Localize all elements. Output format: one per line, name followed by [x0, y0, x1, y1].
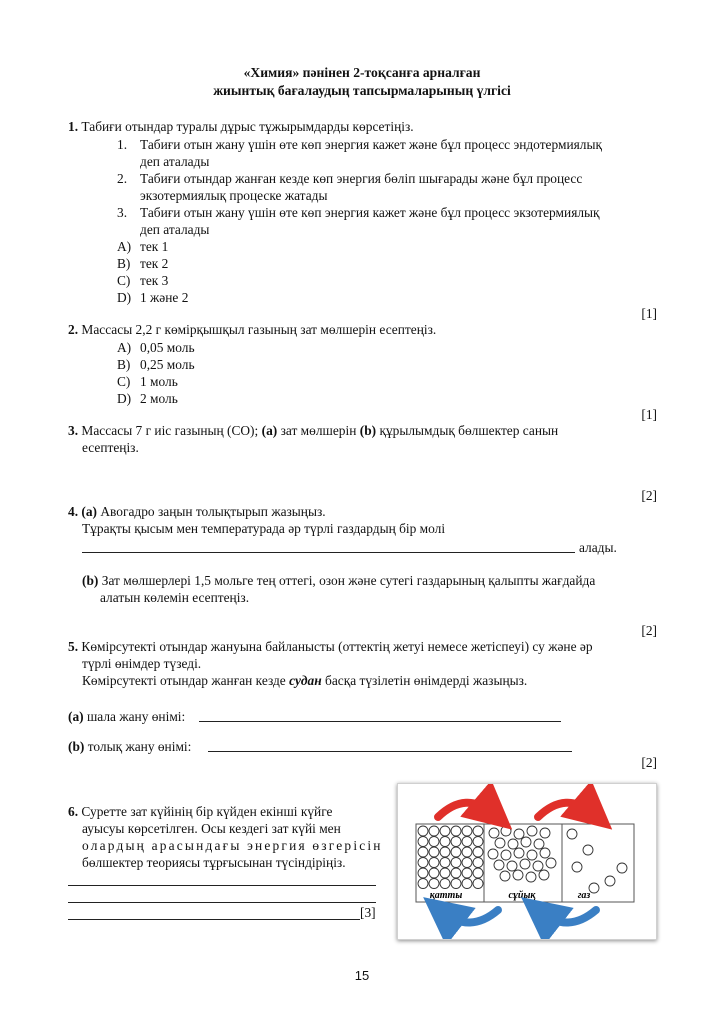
question-5-line-3c: басқа түзілетін өнімдерді жазыңыз. — [325, 673, 528, 688]
q1-option-b-letter: B) — [117, 256, 131, 271]
statement-2-number: 2. — [117, 171, 128, 186]
q4-mark: [2] — [641, 623, 657, 638]
label-liquid: сұйық — [508, 890, 536, 901]
liquid-particle — [507, 861, 517, 871]
liquid-particle — [540, 828, 550, 838]
gas-particle — [589, 883, 599, 893]
liquid-particle — [508, 839, 518, 849]
q1-option-c-text: тек 3 — [140, 273, 169, 288]
q3-mark: [2] — [641, 488, 657, 503]
solid-particle — [462, 847, 472, 857]
question-4a-end: алады. — [579, 540, 617, 555]
solid-particle — [462, 868, 472, 878]
solid-particle — [418, 837, 428, 847]
question-5-part-b: (b) — [68, 739, 85, 754]
liquid-particle — [520, 859, 530, 869]
question-1-number: 1. — [68, 119, 79, 134]
solid-particle — [429, 858, 439, 868]
solid-particle — [418, 868, 428, 878]
statement-3-number: 3. — [117, 205, 128, 220]
question-3-number: 3. — [68, 423, 79, 438]
label-solid: қатты — [429, 890, 463, 901]
question-5-line-1: Көмірсутекті отындар жануына байланысты (оттектің жетуі немесе жетіспеуі) су және әр — [81, 639, 593, 654]
solid-particle — [418, 879, 428, 889]
q1-option-d-letter: D) — [117, 290, 132, 305]
liquid-particle — [513, 870, 523, 880]
question-4b — [82, 573, 595, 589]
question-4a — [68, 504, 326, 520]
liquid-particle — [514, 829, 524, 839]
statement-1-line-2: деп аталады — [140, 154, 210, 169]
q2-option-a-letter: A) — [117, 340, 132, 355]
q2-option-d-letter: D) — [117, 391, 132, 406]
solid-particle — [418, 826, 428, 836]
solid-particle — [462, 858, 472, 868]
solid-particle — [462, 837, 472, 847]
liquid-particle — [534, 839, 544, 849]
question-4b-line-2: алатын көлемін есептеңіз. — [100, 590, 250, 605]
q6-answer-line-1[interactable] — [68, 885, 376, 886]
solid-particle — [429, 837, 439, 847]
liquid-particle — [533, 861, 543, 871]
question-5b-text: толық жану өнімі: — [87, 739, 192, 754]
solid-particle — [440, 868, 450, 878]
arrow-solid-to-liquid — [438, 803, 494, 817]
liquid-particle — [526, 872, 536, 882]
q5-mark: [2] — [641, 755, 657, 770]
solid-particle — [418, 847, 428, 857]
gas-particle — [567, 829, 577, 839]
question-3-line-2: есептеңіз. — [82, 440, 139, 455]
q6-answer-line-3[interactable] — [68, 919, 360, 920]
question-4-part-b: (b) — [82, 573, 99, 588]
solid-particle — [451, 826, 461, 836]
liquid-particle — [501, 850, 511, 860]
question-1-text: Табиғи отындар туралы дұрыс тұжырымдарды көрсетіңіз. — [81, 119, 414, 134]
solid-particle — [462, 879, 472, 889]
gas-particle — [617, 863, 627, 873]
question-4a-text: Авогадро заңын толықтырып жазыңыз. — [100, 504, 326, 519]
solid-particle — [473, 868, 483, 878]
q2-option-c-letter: C) — [117, 374, 131, 389]
liquid-particle — [494, 860, 504, 870]
solid-particle — [451, 847, 461, 857]
question-6-line-2: ауысуы көрсетілген. Осы кездегі зат күйі мен — [82, 821, 341, 836]
q1-mark: [1] — [641, 306, 657, 321]
solid-particle — [440, 847, 450, 857]
statement-2-line-2: экзотермиялық процеске жатады — [140, 188, 328, 203]
question-5-emphasis: судан — [289, 673, 322, 688]
q2-option-c-text: 1 моль — [140, 374, 178, 389]
solid-particle — [451, 858, 461, 868]
question-3-text-1: Массасы 7 г иіс газының (CO); — [81, 423, 259, 438]
q1-option-a-letter: A) — [117, 239, 132, 254]
solid-particle — [451, 837, 461, 847]
question-6-line-3 — [82, 838, 383, 854]
question-5-line-3a: Көмірсутекті отындар жанған кезде — [82, 673, 286, 688]
liquid-particle — [521, 837, 531, 847]
question-5-line-3 — [82, 673, 527, 689]
solid-particle — [473, 858, 483, 868]
question-4b-line-1: Зат мөлшерлері 1,5 мольге тең оттегі, озон және сутегі газдарының қалыпты жағдайда — [101, 573, 596, 588]
question-3 — [68, 423, 558, 439]
liquid-particle — [488, 849, 498, 859]
q5b-answer-line[interactable] — [208, 751, 572, 752]
statement-3-line-1: Табиғи отын жану үшін өте көп энергия кажет және бұл процесс экзотермиялық — [140, 205, 600, 220]
q2-option-b-letter: B) — [117, 357, 131, 372]
states-of-matter-figure — [397, 783, 657, 940]
liquid-particle — [546, 858, 556, 868]
question-4-number: 4. — [68, 504, 79, 519]
liquid-particle — [540, 848, 550, 858]
statement-1-line-1: Табиғи отын жану үшін өте көп энергия кажет және бұл процесс эндотермиялық — [140, 137, 602, 152]
arrow-liquid-to-solid — [442, 910, 498, 923]
gas-particle — [605, 876, 615, 886]
liquid-particle — [539, 870, 549, 880]
q2-option-d-text: 2 моль — [140, 391, 178, 406]
solid-particle — [418, 858, 428, 868]
question-5b — [68, 739, 191, 755]
arrow-gas-to-liquid — [540, 910, 596, 923]
solid-particle — [429, 868, 439, 878]
question-5a — [68, 709, 185, 725]
statement-2-line-1: Табиғи отындар жанған кезде көп энергия бөліп шығарады және бұл процесс — [140, 171, 583, 186]
question-2-text: Массасы 2,2 г көмірқышқыл газының зат мөлшерін есептеңіз. — [81, 322, 437, 337]
question-5-part-a: (a) — [68, 709, 84, 724]
solid-particle — [429, 847, 439, 857]
gas-particle — [583, 845, 593, 855]
question-2 — [68, 322, 436, 338]
liquid-particle — [514, 848, 524, 858]
title-line-1: «Химия» пәнінен 2-тоқсанға арналған — [243, 65, 481, 80]
liquid-particle — [501, 826, 511, 836]
q4a-answer-line[interactable] — [82, 552, 575, 553]
question-2-number: 2. — [68, 322, 79, 337]
solid-particle — [429, 826, 439, 836]
question-3-text-3: құрылымдық бөлшектер санын — [379, 423, 559, 438]
q1-option-a-text: тек 1 — [140, 239, 169, 254]
question-5 — [68, 639, 593, 655]
question-1 — [68, 119, 414, 135]
states-diagram — [398, 784, 656, 939]
statement-3-line-2: деп аталады — [140, 222, 210, 237]
q2-mark: [1] — [641, 407, 657, 422]
question-4a-line-2: Тұрақты қысым мен температурада әр түрлі газдардың бір молі — [82, 521, 446, 536]
q2-option-a-text: 0,05 моль — [140, 340, 195, 355]
q1-option-d-text: 1 және 2 — [140, 290, 189, 305]
liquid-particle — [527, 826, 537, 836]
liquid-particle — [495, 838, 505, 848]
liquid-particle — [527, 850, 537, 860]
q6-mark: [3] — [360, 905, 376, 920]
question-3-part-b: (b) — [359, 423, 377, 438]
q5a-answer-line[interactable] — [199, 721, 561, 722]
q1-option-b-text: тек 2 — [140, 256, 169, 271]
question-6-number: 6. — [68, 804, 79, 819]
solid-particle — [440, 826, 450, 836]
question-3-part-a: (a) — [261, 423, 278, 438]
solid-particle — [440, 858, 450, 868]
arrow-liquid-to-gas — [538, 803, 594, 817]
question-5a-text: шала жану өнімі: — [86, 709, 186, 724]
q6-answer-line-2[interactable] — [68, 902, 376, 903]
question-5-line-2: түрлі өнімдер түзеді. — [82, 656, 202, 671]
solid-particle — [473, 847, 483, 857]
liquid-particle — [489, 828, 499, 838]
gas-particle — [572, 862, 582, 872]
solid-particle — [473, 879, 483, 889]
question-3-text-2: зат мөлшерін — [280, 423, 357, 438]
question-6-line-4: бөлшектер теориясы тұрғысынан түсіндіріңіз. — [82, 855, 346, 870]
solid-particle — [451, 879, 461, 889]
solid-particle — [440, 879, 450, 889]
statement-1-number: 1. — [117, 137, 128, 152]
solid-particle — [462, 826, 472, 836]
liquid-particle — [500, 871, 510, 881]
page-number: 15 — [354, 968, 370, 983]
question-6-text-1: Суретте зат күйінің бір күйден екінші күйге — [81, 804, 333, 819]
solid-particle — [473, 826, 483, 836]
question-5-number: 5. — [68, 639, 79, 654]
q1-option-c-letter: C) — [117, 273, 131, 288]
solid-particle — [473, 837, 483, 847]
q2-option-b-text: 0,25 моль — [140, 357, 195, 372]
solid-particle — [440, 837, 450, 847]
label-gas: газ — [577, 890, 591, 901]
question-4-part-a: (a) — [81, 504, 98, 519]
solid-particle — [429, 879, 439, 889]
question-6-line-1 — [68, 804, 332, 820]
solid-particle — [451, 868, 461, 878]
title-line-2: жиынтық бағалаудың тапсырмаларының үлгісі — [213, 83, 511, 98]
question-6-text-3: олардың арасындағы энергия өзгерісін — [82, 838, 383, 853]
